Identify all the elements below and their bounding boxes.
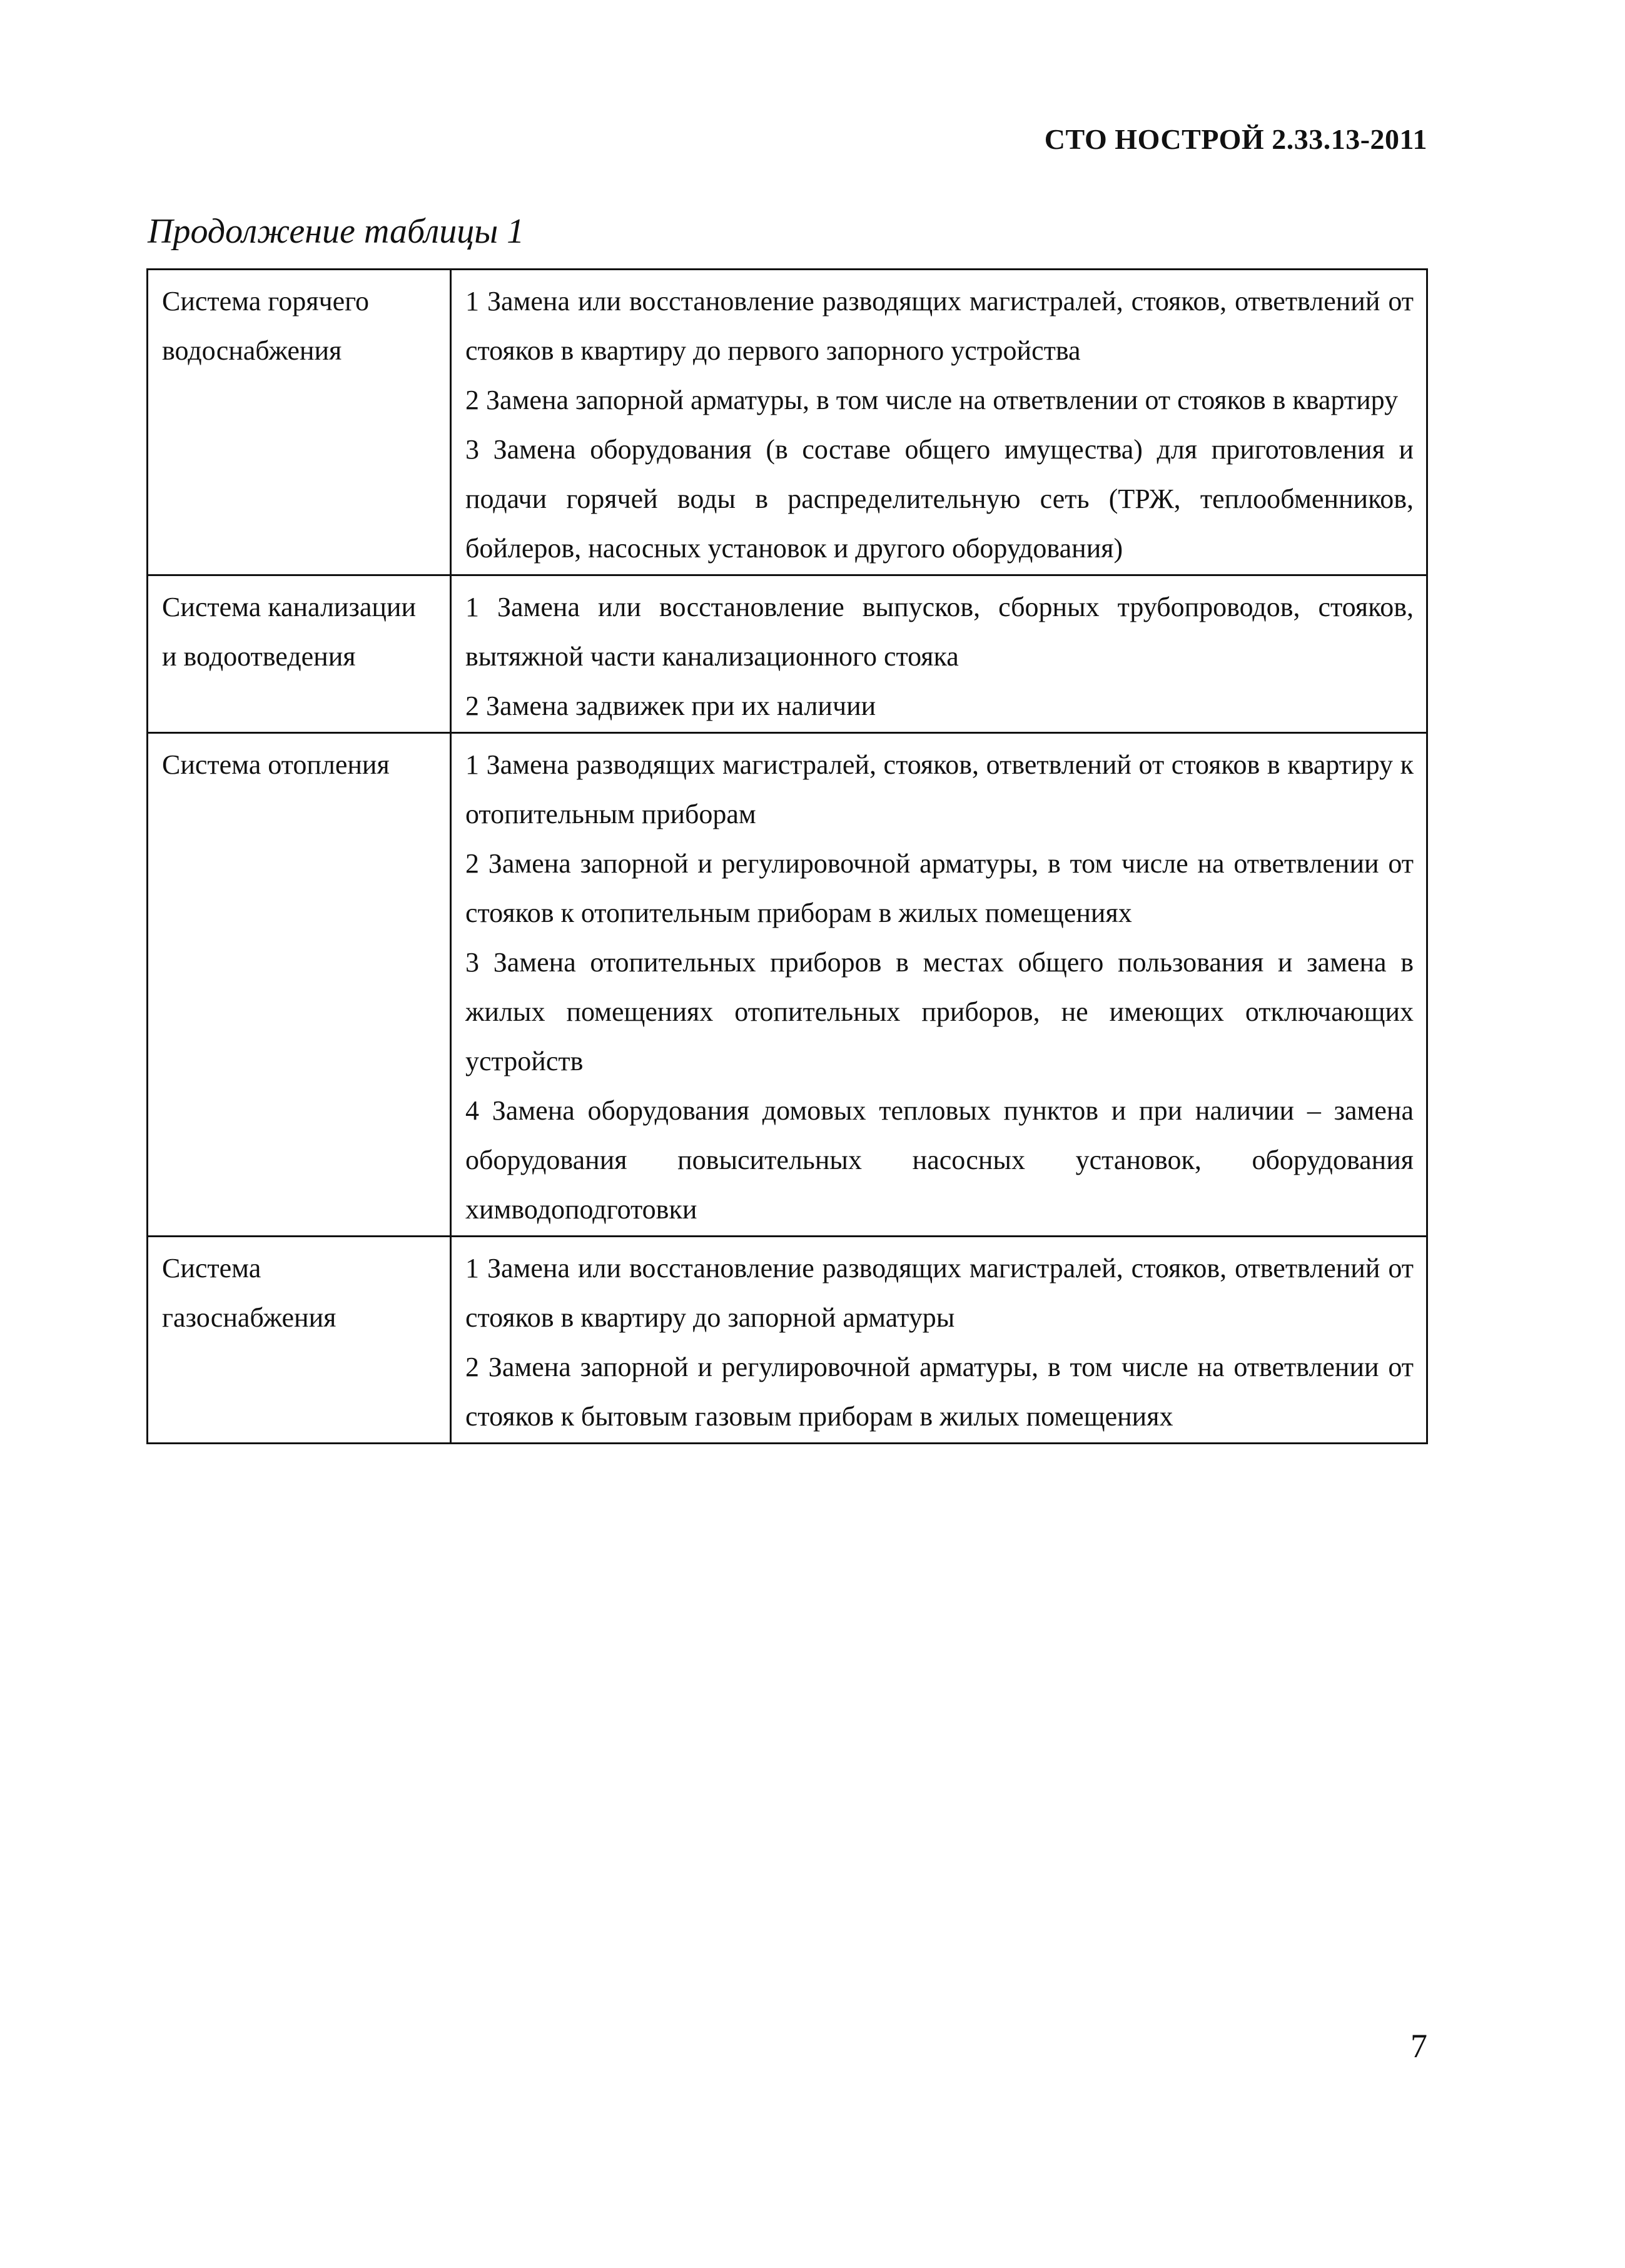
work-item: 2 Замена задвижек при их наличии bbox=[465, 691, 876, 721]
work-item: 4 Замена оборудования домовых тепловых пунктов и при наличии – замена оборудования повысительных насосных установок, оборудования химводоподготовки bbox=[465, 1095, 1414, 1225]
system-name-cell bbox=[148, 270, 451, 575]
work-item: 2 Замена запорной и регулировочной арматуры, в том числе на ответвлении от стояков к бытовым газовым приборам в жилых помещениях bbox=[465, 1352, 1414, 1432]
work-item: 1 Замена или восстановление разводящих магистралей, стояков, ответвлений от стояков в квартиру до первого запорного устройства bbox=[465, 286, 1414, 366]
work-item: 1 Замена или восстановление разводящих магистралей, стояков, ответвлений от стояков в квартиру до запорной арматуры bbox=[465, 1253, 1414, 1333]
system-name-cell bbox=[148, 1237, 451, 1444]
table-row bbox=[148, 733, 1427, 1237]
work-item: 2 Замена запорной и регулировочной арматуры, в том числе на ответвлении от стояков к отопительным приборам в жилых помещениях bbox=[465, 848, 1414, 928]
work-item: 3 Замена оборудования (в составе общего имущества) для приготовления и подачи горячей воды в распределительную сеть (ТРЖ, теплообменников, бойлеров, насосных установок и другого оборудования) bbox=[465, 434, 1414, 564]
system-name-cell bbox=[148, 733, 451, 1237]
system-name: Система канализации и водоотведения bbox=[162, 592, 417, 672]
works-cell bbox=[451, 733, 1427, 1237]
table-row bbox=[148, 575, 1427, 733]
system-name-cell bbox=[148, 575, 451, 733]
table-caption: Продолжение таблицы 1 bbox=[148, 212, 525, 251]
system-name: Система отопления bbox=[162, 749, 390, 780]
table-row bbox=[148, 1237, 1427, 1444]
work-item: 2 Замена запорной арматуры, в том числе на ответвлении от стояков в квартиру bbox=[465, 385, 1399, 415]
works-cell bbox=[451, 575, 1427, 733]
work-item: 1 Замена или восстановление выпусков, сборных трубопроводов, стояков, вытяжной части канализационного стояка bbox=[465, 592, 1414, 672]
system-name: Система горячего водоснабжения bbox=[162, 286, 370, 366]
table-row bbox=[148, 270, 1427, 575]
works-table bbox=[146, 268, 1428, 1444]
work-item: 1 Замена разводящих магистралей, стояков, ответвлений от стояков в квартиру к отопительным приборам bbox=[465, 749, 1414, 829]
page-number: 7 bbox=[1410, 2027, 1427, 2065]
works-cell bbox=[451, 1237, 1427, 1444]
document-code: СТО НОСТРОЙ 2.33.13-2011 bbox=[1044, 123, 1427, 155]
system-name: Система газоснабжения bbox=[162, 1253, 337, 1333]
works-cell bbox=[451, 270, 1427, 575]
work-item: 3 Замена отопительных приборов в местах общего пользования и замена в жилых помещениях отопительных приборов, не имеющих отключающих устройств bbox=[465, 947, 1414, 1076]
